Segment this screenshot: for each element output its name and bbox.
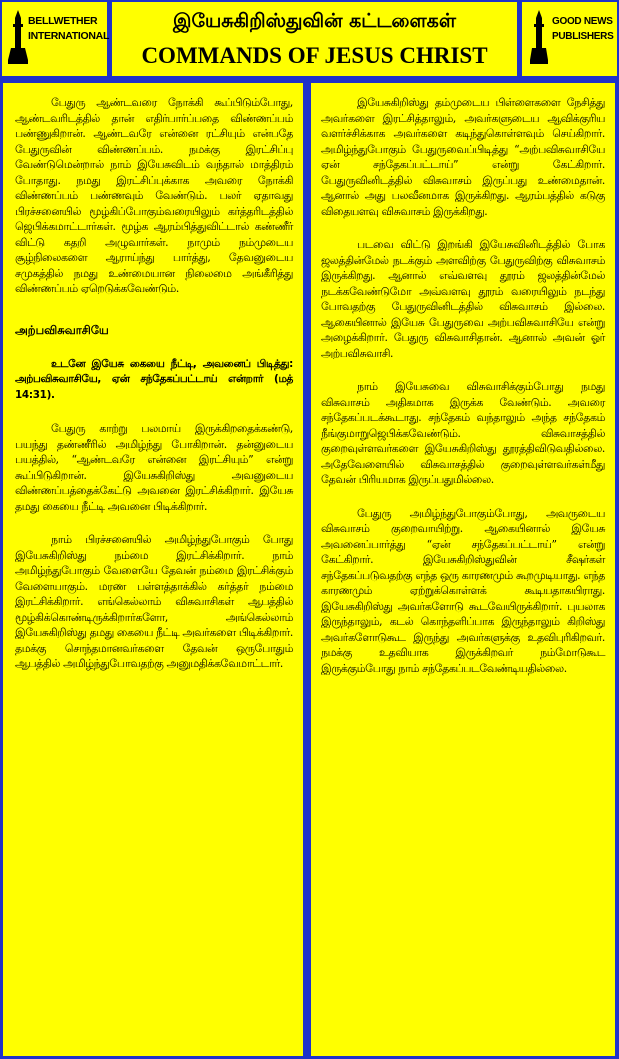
logo-line-2: PUBLISHERS (552, 31, 614, 42)
header (0, 0, 619, 80)
scripture-verse: உடனே இயேசு கையை நீட்டி, அவனைப் பிடித்து: அற்பவிசுவாசியே, ஏன் சந்தேகப்பட்டாய் என்றார் (மத் 14:31). (15, 357, 293, 401)
tower-icon (530, 10, 548, 66)
section-heading: அற்பவிசுவாசியே (15, 322, 109, 337)
paragraph: நாம் இயேசுவை விசுவாசிக்கும்போது நமது விசுவாசம் அதிகமாக இருக்க வேண்டும். அவரை சந்தேகப்படக்கூடாது. சந்தேகம் வந்தாலும் அந்த சந்தேகம் நீங்குமாறுஜெபிக்கவேண்டும். விசுவாசத்தில் குறைவுள்ளவர்களை இயேசுகிறிஸ்து தூரத்திவிடுவதில்லை. அதேவேளையில் விசுவாசத்தில் குறைவுள்ளவர்கள்மீது தேவன் பிரியமாக இருப்பதுமில்லை. (321, 380, 605, 486)
bellwether-logo (2, 2, 110, 76)
logo-line-1: GOOD NEWS (552, 16, 613, 27)
paragraph: பேதுரு அமிழ்ந்துபோகும்போது, அவருடைய விசுவாசம் குறைவாயிற்று. ஆகையினால் இயேசு அவனைப்பார்த்து “ஏன் சந்தேகப்பட்டாய்” என்று கேட்கிறார். இயேசுகிறிஸ்துவின் சீஷர்கள் சந்தேகப்படுவதற்கு எந்த ஒரு காரணமும் கூறமுடியாது. எந்த காரணமும் ஏற்றுக்கொள்ளக் கூடியதாகயிராது. இயேசுகிறிஸ்து அவர்களோடு கூடவேயிருக்கிறார். புயலாக இருந்தாலும், கடல் கொந்தளிப்பாக இருந்தாலும் கிறிஸ்து அவர்களோடுகூட இருந்து அவர்களுக்கு உதவிபுரிகிறவர். நமக்கு உதவியாக இருக்கிறவர் நம்மோடுகூட இருக்கும்போது நாம் சந்தேகப்படவேண்டியதில்லை. (321, 506, 605, 675)
good-news-logo (522, 2, 617, 76)
paragraph: நாம் பிரச்சனையில் அமிழ்ந்துபோகும் போது இயேசுகிறிஸ்து நம்மை இரட்சிக்கிறார். நாம் அமிழ்ந்துபோகும் வேளையே தேவன் நம்மை இரட்சிக்கும் வேளையாகும். மரண பள்ளத்தாக்கில் கர்த்தர் நம்மை இரட்சிக்கிறார். எங்கெல்லாம் விசுவாசிகள் ஆபத்தில் மூழ்கிக்கொண்டிருக்கிறார்களோ, அங்கெல்லாம் இயேசுகிறிஸ்து தமது கையை நீட்டி அவர்களை பிடிக்கிறார். தமக்கு சொந்தமானவர்களை தேவன் ஒருபோதும் ஆபத்தில் அமிழ்ந்துபோவதற்கு அனுமதிக்கவேமாட்டார். (15, 533, 294, 670)
paragraph: இயேசுகிறிஸ்து தம்முடைய பிள்ளைகளை நேசித்து அவர்களை இரட்சித்தாலும், அவர்களுடைய ஆவிக்குரிய வளர்ச்சிக்காக அவர்களை கடிந்துகொள்ளவும் செய்கிறார். அமிழ்ந்துபோகும் பேதுருவைப்பிடித்து “அற்பவிசுவாசியே ஏன் சந்தேகப்பட்டாய்” என்று கேட்கிறார். பேதுருவினிடத்தில் விசுவாசம் இருப்பது உண்மைதான். ஆனால் அது பலவீனமாக இருக்கிறது. ஆரம்பத்தில் கடுகு விதையளவு விசுவாசம் இருக்கிறது. (321, 96, 605, 218)
title-box (112, 2, 517, 76)
left-column (3, 83, 303, 1056)
tamil-title: இயேசுகிறிஸ்துவின் கட்டளைகள் (173, 10, 456, 32)
logo-line-1: BELLWETHER (28, 15, 98, 27)
logo-line-2: INTERNATIONAL (28, 30, 110, 42)
right-column (311, 83, 615, 1056)
bellwether-logo-text (28, 14, 110, 44)
english-title: COMMANDS OF JESUS CHRIST (141, 43, 488, 68)
tower-icon (8, 10, 28, 66)
paragraph: பேதுரு ஆண்டவரை நோக்கி கூப்பிடும்போது, ஆண்டவரிடத்தில் தான் எதிர்பார்ப்பதை விண்ணப்பம் பண்ணுகிறான். ஆண்டவரே என்னை ரட்சியும் என்பதே பேதுருவின் விண்ணப்பம். நமக்கு இரட்சிப்பு வேண்டுமென்றால் நாம் இயேசுவிடம் வந்தால் மாத்திரம் போதாது. நமது இரட்சிப்புக்காக அவரை நோக்கி விண்ணப்பம் பண்ணவும் வேண்டும். பலர் ஏதாவது பிரச்சனையில் மூழ்கிப்போகும்வரையிலும் கர்த்தரிடத்தில் ஜெபிக்கமாட்டார்கள். மூழ்க ஆரம்பித்துவிட்டால் கண்ணீர் விட்டு கதறி அழுவார்கள். நாமும் நம்முடைய சூழ்நிலைகளை ஆராய்ந்து பார்த்து, தேவனுடைய சமுகத்தில் நமது உண்மையான நிலைமை அங்கீரித்து விண்ணப்பம் ஏறெடுக்கவேண்டும். (15, 96, 293, 295)
good-news-logo-text (552, 14, 616, 44)
paragraph: பேதுரு காற்று பலமாய் இருக்கிறதைக்கண்டு, பயந்து தண்ணீரில் அமிழ்ந்து போகிறான். தன்னுடைய பயத்தில், “ஆண்டவரே என்னை இரட்சியும்” என்று கூப்பிடுகிறான். இயேசுகிறிஸ்து அவனுடைய விண்ணப்பத்தைக்கேட்டு அவனை இரட்சிக்கிறார். இயேசு தமது கையை நீட்டி அவனை பிடிக்கிறார். (15, 422, 293, 513)
paragraph: படவை விட்டு இறங்கி இயேசுவினிடத்தில் போக ஜலத்தின்மேல் நடக்கும் அளவிற்கு பேதுருவிற்கு விசுவாசம் இருக்கிறது. ஆனால் எவ்வளவு தூரம் ஜலத்தின்மேல் நடக்கவேண்டுமோ அவ்வளவு தூரம் வரையிலும் நடந்து போவதற்கு பேதுருவினிடத்தில் விசுவாசம் இல்லை. ஆகையினால் இயேசு பேதுருவை அற்பவிசுவாசியே என்று அழைக்கிறார். பேதுரு விசுவாசிதான். ஆனால் அவன் ஓர் அற்பவிசுவாசி. (321, 238, 605, 360)
